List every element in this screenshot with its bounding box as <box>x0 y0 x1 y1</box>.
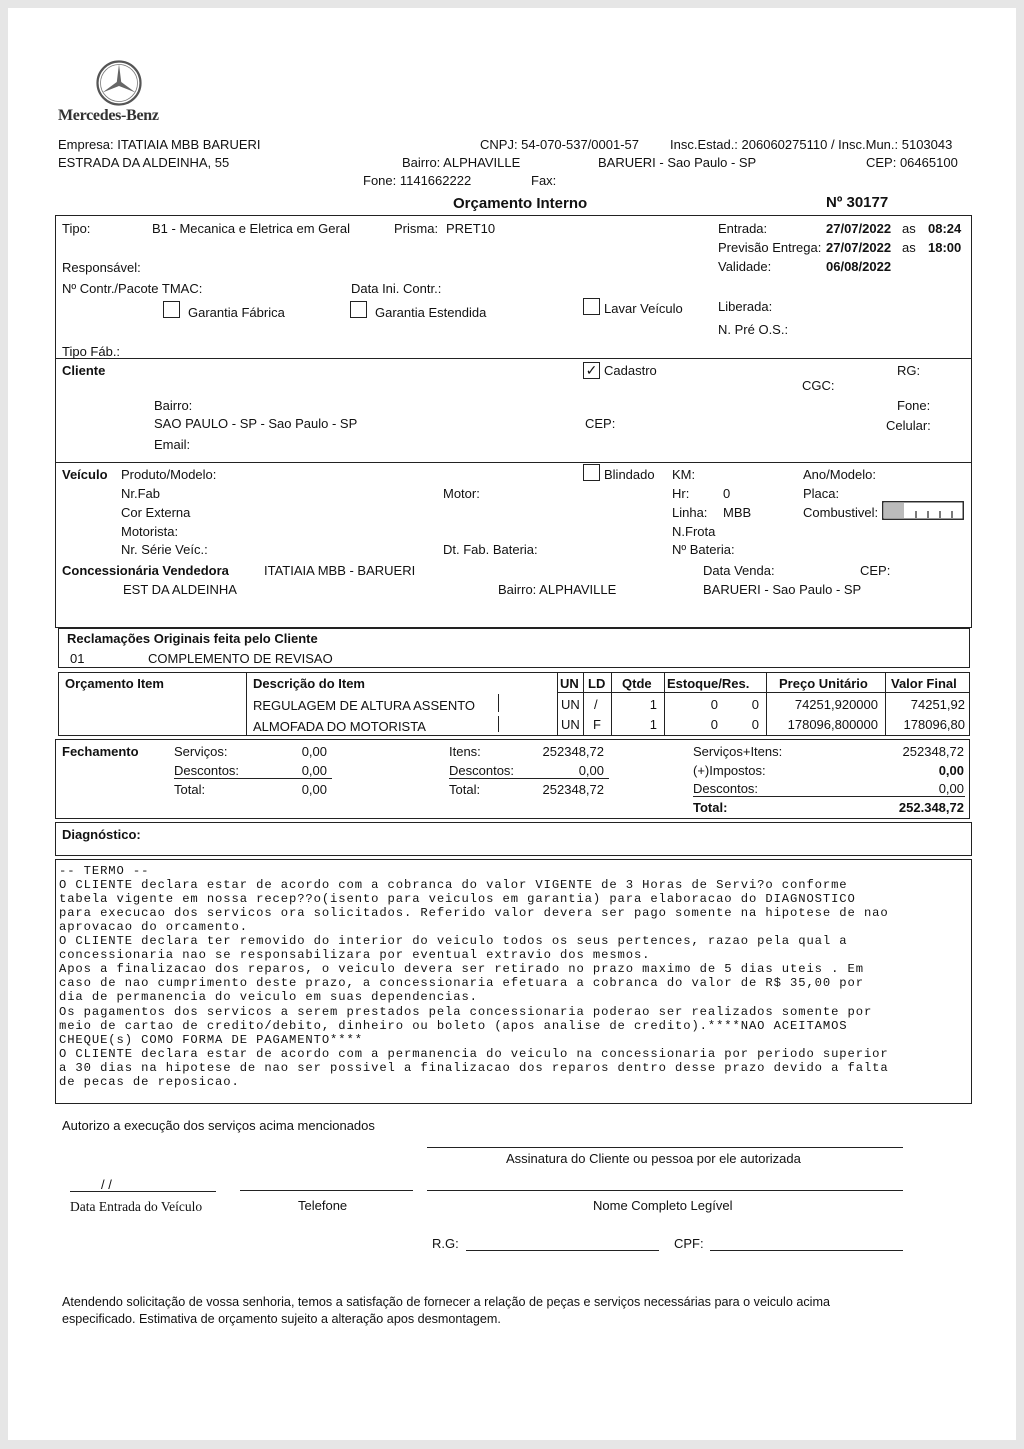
brand-name: Mercedes-Benz <box>58 107 159 124</box>
header-qtde: Qtde <box>622 676 652 691</box>
col-divider <box>246 672 247 736</box>
header-descricao: Descrição do Item <box>253 676 365 691</box>
nome-label: Nome Completo Legível <box>593 1198 733 1213</box>
header-orcamento-item: Orçamento Item <box>65 676 164 691</box>
cpf-label: CPF: <box>674 1236 704 1251</box>
itens-descontos-value: 0,00 <box>578 763 604 778</box>
termo-line: dia de permanencia do veiculo em suas dependencias. <box>59 990 478 1005</box>
combustivel-label: Combustivel: <box>803 505 879 520</box>
termo-line: de pecas de reposicao. <box>59 1074 240 1089</box>
descontos-value: 0,00 <box>301 763 327 778</box>
header-un: UN <box>560 676 579 691</box>
itens-value: 252348,72 <box>542 744 604 759</box>
reclamacao-text: COMPLEMENTO DE REVISAO <box>148 651 333 666</box>
fuel-gauge <box>882 501 964 520</box>
validade-date: 06/08/2022 <box>826 259 892 274</box>
cadastro-label: Cadastro <box>604 363 657 378</box>
header-valor: Valor Final <box>891 676 957 691</box>
termo-line: tabela vigente em nossa recep??o(isento para veiculos em garantia) para elaboracao do DIAGNOSTICO <box>59 892 856 907</box>
termo-line: O CLIENTE declara estar de acordo com a permanencia do veiculo na concessionaria por periodo superior <box>59 1046 889 1061</box>
item-estoque: 0 <box>710 717 718 732</box>
data-line <box>70 1191 216 1192</box>
motor-label: Motor: <box>443 486 480 501</box>
reclamacoes-title: Reclamações Originais feita pelo Cliente <box>67 631 318 646</box>
diagnostico-label: Diagnóstico: <box>62 827 141 842</box>
mercedes-star-logo <box>95 59 143 107</box>
serie-label: Nr. Série Veíc.: <box>121 542 208 557</box>
tipo-value: B1 - Mecanica e Eletrica em Geral <box>152 221 350 236</box>
cliente-city: SAO PAULO - SP - Sao Paulo - SP <box>154 416 358 431</box>
cliente-fone-label: Fone: <box>897 398 931 413</box>
pre-os-label: N. Pré O.S.: <box>718 322 789 337</box>
header-underline <box>557 692 970 693</box>
data-slashes: / / <box>101 1177 112 1192</box>
ano-label: Ano/Modelo: <box>803 467 876 482</box>
bateria-label: Nº Bateria: <box>672 542 735 557</box>
servicos-itens-label: Serviços+Itens: <box>693 744 783 759</box>
rg-line <box>466 1250 659 1251</box>
total-value: 0,00 <box>301 782 327 797</box>
concessionaria-city: BARUERI - Sao Paulo - SP <box>703 582 862 597</box>
linha-label: Linha: <box>672 505 708 520</box>
company-city: BARUERI - Sao Paulo - SP <box>598 155 757 170</box>
desc-label: Descontos: <box>693 781 759 796</box>
cliente-section-label: Cliente <box>62 363 106 378</box>
item-un: UN <box>561 697 580 712</box>
concessionaria-cep-label: CEP: <box>860 563 891 578</box>
responsavel-label: Responsável: <box>62 260 141 275</box>
concessionaria-address: EST DA ALDEINHA <box>123 582 237 597</box>
garantia-fabrica-label: Garantia Fábrica <box>188 305 285 320</box>
autorizo-text: Autorizo a execução dos serviços acima mencionados <box>62 1118 375 1133</box>
itens-descontos-label: Descontos: <box>449 763 515 778</box>
item-qtde: 1 <box>649 717 657 732</box>
company-cnpj: CNPJ: 54-070-537/0001-57 <box>480 137 639 152</box>
previsao-label: Previsão Entrega: <box>718 240 822 255</box>
rg-label: RG: <box>897 363 921 378</box>
grand-total-value: 252.348,72 <box>898 800 964 815</box>
liberada-label: Liberada: <box>718 299 773 314</box>
divider <box>55 462 972 463</box>
signature-line <box>427 1147 903 1148</box>
as-text: as <box>902 240 916 255</box>
fechamento-label: Fechamento <box>62 744 139 759</box>
header-estoque: Estoque/Res. <box>667 676 750 691</box>
garantia-estendida-label: Garantia Estendida <box>375 305 487 320</box>
concessionaria-label: Concessionária Vendedora <box>62 563 229 578</box>
concessionaria-name: ITATIAIA MBB - BARUERI <box>264 563 416 578</box>
blindado-checkbox[interactable] <box>583 464 600 481</box>
itens-label: Itens: <box>449 744 481 759</box>
nrfab-label: Nr.Fab <box>121 486 161 501</box>
lavar-veiculo-label: Lavar Veículo <box>604 301 683 316</box>
tipo-fab-label: Tipo Fáb.: <box>62 344 121 359</box>
underline <box>693 796 965 797</box>
company-bairro: Bairro: ALPHAVILLE <box>402 155 521 170</box>
termo-line: Apos a finalizacao dos reparos, o veiculo devera ser retirado no prazo maximo de 5 dias uteis . Em <box>59 962 864 977</box>
itens-total-value: 252348,72 <box>542 782 604 797</box>
hr-value: 0 <box>723 486 731 501</box>
company-phone: Fone: 1141662222 <box>363 173 472 188</box>
produto-label: Produto/Modelo: <box>121 467 217 482</box>
telefone-label: Telefone <box>298 1198 348 1213</box>
itens-total-label: Total: <box>449 782 481 797</box>
item-description: ALMOFADA DO MOTORISTA <box>253 719 426 734</box>
col-divider <box>583 672 584 736</box>
company-address: ESTRADA DA ALDEINHA, 55 <box>58 155 230 170</box>
desc-value: 0,00 <box>938 781 964 796</box>
nome-line <box>427 1190 903 1191</box>
prisma-value: PRET10 <box>446 221 496 236</box>
item-estoque: 0 <box>710 697 718 712</box>
telefone-line <box>240 1190 413 1191</box>
rg-sign-label: R.G: <box>432 1236 459 1251</box>
col-divider <box>557 672 558 736</box>
entrada-label: Entrada: <box>718 221 768 236</box>
reclamacao-num: 01 <box>70 651 85 666</box>
previsao-date: 27/07/2022 <box>826 240 892 255</box>
termo-line: para execucao dos servicos ora solicitados. Referido valor devera ser pago somente na hipotese de nao <box>59 906 889 921</box>
cliente-bairro-label: Bairro: <box>154 398 193 413</box>
termo-line: a 30 dias na hipotese de nao ser possivel a finalizacao dos reparos dentro desse prazo devido a falta <box>59 1060 889 1075</box>
previsao-time: 18:00 <box>928 240 962 255</box>
blindado-label: Blindado <box>604 467 655 482</box>
item-valor: 74251,92 <box>910 697 965 712</box>
impostos-label: (+)Impostos: <box>693 763 766 778</box>
km-label: KM: <box>672 467 696 482</box>
item-description: REGULAGEM DE ALTURA ASSENTO <box>253 698 476 713</box>
termo-line: -- TERMO -- <box>59 864 150 878</box>
servicos-label: Serviços: <box>174 744 228 759</box>
termo-line: aprovacao do orcamento. <box>59 920 248 935</box>
company-insc: Insc.Estad.: 206060275110 / Insc.Mun.: 5103043 <box>670 137 953 152</box>
termo-line: caso de nao cumprimento deste prazo, a concessionaria efetuara a cobranca do valor de R$ 35,00 por <box>59 976 864 991</box>
total-label: Total: <box>174 782 206 797</box>
underline <box>174 778 332 779</box>
document-number: Nº 30177 <box>826 194 889 211</box>
veiculo-section-label: Veículo <box>62 467 108 482</box>
cell-tick <box>498 716 499 732</box>
item-res: 0 <box>751 717 759 732</box>
termo-line: O CLIENTE declara ter removido do interior do veiculo todos os seus pertences, razao pela qual a <box>59 934 848 949</box>
divider <box>55 358 972 359</box>
header-preco: Preço Unitário <box>779 676 868 691</box>
data-ini-label: Data Ini. Contr.: <box>351 281 442 296</box>
item-ld: / <box>594 697 598 712</box>
as-text: as <box>902 221 916 236</box>
hr-label: Hr: <box>672 486 690 501</box>
dtfab-label: Dt. Fab. Bateria: <box>443 542 538 557</box>
motorista-label: Motorista: <box>121 524 179 539</box>
termo-line: Os pagamentos dos servicos a serem prestados pela concessionaria poderao ser realizados somente por <box>59 1004 873 1019</box>
assinatura-cliente-label: Assinatura do Cliente ou pessoa por ele autorizada <box>506 1151 801 1166</box>
garantia-fabrica-checkbox[interactable] <box>163 301 180 318</box>
entrada-time: 08:24 <box>928 221 962 236</box>
termo-line: concessionaria nao se responsabilizara por eventual extravio dos mesmos. <box>59 948 651 963</box>
item-preco: 74251,920000 <box>794 697 878 712</box>
garantia-estendida-checkbox[interactable] <box>350 301 367 318</box>
data-venda-label: Data Venda: <box>703 563 775 578</box>
company-name: Empresa: ITATIAIA MBB BARUERI <box>58 137 261 152</box>
cliente-celular-label: Celular: <box>886 418 931 433</box>
prisma-label: Prisma: <box>394 221 439 236</box>
lavar-veiculo-checkbox[interactable] <box>583 298 600 315</box>
entrada-date: 27/07/2022 <box>826 221 892 236</box>
concessionaria-bairro: Bairro: ALPHAVILLE <box>498 582 617 597</box>
contrato-label: Nº Contr./Pacote TMAC: <box>62 281 203 296</box>
item-res: 0 <box>751 697 759 712</box>
diagnostico-box <box>55 822 972 856</box>
item-qtde: 1 <box>649 697 657 712</box>
cadastro-checkbox[interactable]: ✓ <box>583 362 600 379</box>
cliente-cep-label: CEP: <box>585 416 616 431</box>
placa-label: Placa: <box>803 486 840 501</box>
frota-label: N.Frota <box>672 524 716 539</box>
cliente-email-label: Email: <box>154 437 191 452</box>
cell-tick <box>498 694 499 712</box>
footer-line-1: Atendendo solicitação de vossa senhoria, temos a satisfação de fornecer a relação de peças e serviços necessárias para o veiculo acima <box>62 1295 830 1309</box>
validade-label: Validade: <box>718 259 772 274</box>
item-preco: 178096,800000 <box>787 717 878 732</box>
document-title: Orçamento Interno <box>453 195 588 212</box>
cgc-label: CGC: <box>802 378 835 393</box>
footer-line-2: especificado. Estimativa de orçamento sujeito a alteração apos desmontagem. <box>62 1312 501 1326</box>
termo-line: O CLIENTE declara estar de acordo com a cobranca do valor VIGENTE de 3 Horas de Servi?o conforme <box>59 878 848 893</box>
servicos-value: 0,00 <box>301 744 327 759</box>
servicos-itens-value: 252348,72 <box>902 744 964 759</box>
header-ld: LD <box>588 676 606 691</box>
termo-line: CHEQUE(s) COMO FORMA DE PAGAMENTO**** <box>59 1032 363 1047</box>
tipo-label: Tipo: <box>62 221 91 236</box>
item-ld: F <box>593 717 601 732</box>
descontos-label: Descontos: <box>174 763 240 778</box>
termo-line: meio de cartao de credito/debito, dinheiro ou boleto (apos analise de credito).****NAO ACEITAMOS <box>59 1018 848 1033</box>
impostos-value: 0,00 <box>938 763 964 778</box>
company-cep: CEP: 06465100 <box>866 155 958 170</box>
cpf-line <box>710 1250 903 1251</box>
cor-label: Cor Externa <box>121 505 191 520</box>
underline <box>449 778 609 779</box>
item-un: UN <box>561 717 580 732</box>
linha-value: MBB <box>723 505 752 520</box>
item-valor: 178096,80 <box>903 717 965 732</box>
data-entrada-label: Data Entrada do Veículo <box>70 1199 203 1214</box>
grand-total-label: Total: <box>693 800 728 815</box>
company-fax: Fax: <box>531 173 557 188</box>
